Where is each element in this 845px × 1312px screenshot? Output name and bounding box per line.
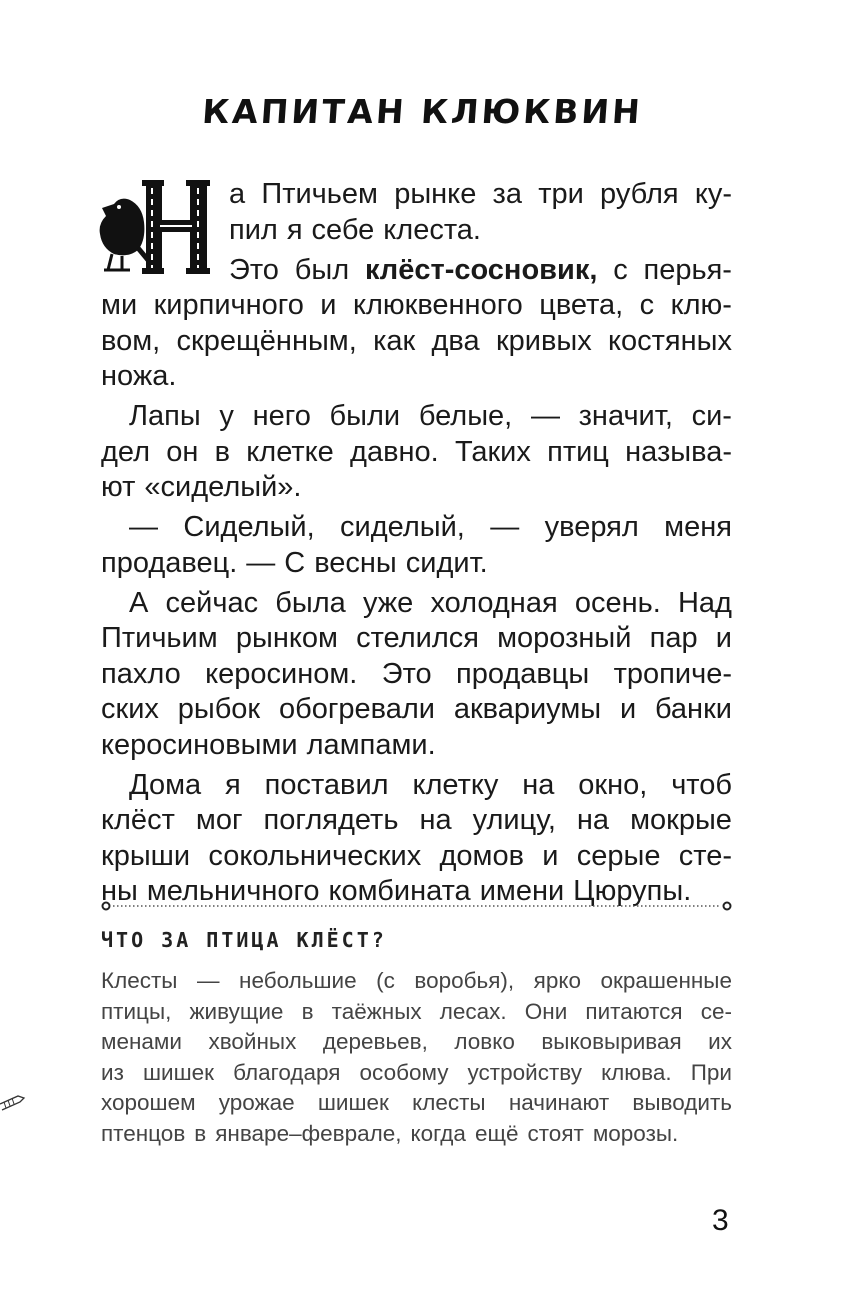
word: Птичьим bbox=[101, 622, 218, 654]
word: (с bbox=[376, 968, 395, 993]
info-box-text bbox=[101, 966, 732, 1149]
word: птиц bbox=[547, 435, 609, 468]
word: морозный bbox=[497, 622, 632, 654]
word: называ- bbox=[625, 435, 732, 468]
word: Они bbox=[524, 998, 568, 1024]
word: были bbox=[329, 400, 401, 432]
word: клетке bbox=[246, 435, 334, 468]
word: особому bbox=[359, 1059, 449, 1085]
word: была bbox=[275, 586, 346, 619]
text-line bbox=[101, 546, 732, 582]
word: себе bbox=[311, 213, 375, 246]
word: сидит. bbox=[405, 546, 488, 579]
text-line bbox=[101, 768, 732, 804]
word: клесты bbox=[412, 1090, 486, 1115]
word: скрещённым, bbox=[176, 324, 357, 357]
text-line bbox=[101, 435, 732, 471]
word: мог bbox=[195, 804, 243, 836]
word: сейчас bbox=[165, 586, 259, 619]
word: в bbox=[194, 1120, 207, 1146]
word: и bbox=[619, 693, 637, 725]
word: давно. bbox=[350, 435, 439, 468]
word: пар bbox=[649, 622, 698, 654]
text-line bbox=[101, 966, 732, 997]
word: клюва. bbox=[601, 1059, 672, 1085]
word: питаются bbox=[585, 998, 683, 1024]
paragraph bbox=[101, 177, 732, 248]
word: ещё bbox=[474, 1120, 519, 1146]
word: Это bbox=[381, 657, 432, 690]
word: а bbox=[229, 178, 246, 210]
word: клю- bbox=[670, 289, 732, 321]
word: с bbox=[613, 253, 628, 286]
word: рыбок bbox=[177, 693, 261, 725]
word: как bbox=[373, 324, 416, 357]
word: вом, bbox=[101, 324, 161, 357]
word: на bbox=[576, 804, 610, 836]
word: обогревали bbox=[278, 693, 435, 725]
word: сокольнических bbox=[208, 839, 422, 872]
word: окрашенные bbox=[600, 968, 732, 993]
word: С bbox=[284, 546, 306, 579]
word: с bbox=[639, 289, 655, 321]
word: лампами. bbox=[306, 728, 436, 761]
word: продавец. bbox=[101, 546, 238, 579]
text-line bbox=[101, 1058, 732, 1089]
word: Сиделый, bbox=[183, 511, 315, 543]
pencil-scribble-icon bbox=[0, 1088, 30, 1118]
word: клюквенного bbox=[352, 289, 523, 321]
word: у bbox=[219, 400, 234, 432]
word: уже bbox=[362, 586, 414, 619]
word: При bbox=[690, 1059, 732, 1085]
text-line bbox=[101, 399, 732, 435]
word: тропиче- bbox=[613, 657, 732, 690]
word: птицы, bbox=[101, 998, 172, 1024]
word: небольшие bbox=[239, 968, 357, 993]
paragraph bbox=[101, 768, 732, 910]
word: пил bbox=[229, 213, 278, 246]
word: за bbox=[492, 178, 522, 210]
word: имени bbox=[479, 875, 565, 907]
paragraph bbox=[101, 586, 732, 764]
text-line bbox=[101, 470, 732, 506]
word: морозы. bbox=[592, 1120, 679, 1146]
text-line bbox=[101, 288, 732, 324]
word: деревьев, bbox=[322, 1029, 428, 1054]
text-line bbox=[101, 839, 732, 875]
paragraph bbox=[101, 510, 732, 581]
word: А bbox=[129, 586, 149, 619]
text-line bbox=[101, 692, 732, 728]
word: таёжных bbox=[331, 998, 422, 1024]
word: выковыривая bbox=[541, 1029, 682, 1054]
word: рынке bbox=[394, 178, 477, 210]
word: урожае bbox=[218, 1090, 295, 1115]
word: поставил bbox=[264, 768, 389, 801]
word: цвета, bbox=[539, 289, 624, 321]
paragraph bbox=[101, 399, 732, 506]
word: ловко bbox=[454, 1029, 515, 1054]
word: Клесты bbox=[101, 968, 178, 993]
word: менами bbox=[101, 1029, 182, 1054]
word: благодаря bbox=[233, 1059, 341, 1085]
word: банки bbox=[654, 693, 732, 725]
word: когда bbox=[410, 1120, 466, 1146]
word: январе–феврале, bbox=[215, 1120, 402, 1146]
word: поглядеть bbox=[263, 804, 399, 836]
section-divider bbox=[101, 901, 732, 911]
text-line bbox=[101, 510, 732, 546]
word: продавцы bbox=[456, 657, 590, 690]
word: я bbox=[225, 768, 241, 801]
word: домов bbox=[439, 839, 525, 872]
word: два bbox=[431, 324, 480, 357]
word: — bbox=[197, 968, 220, 993]
word: он bbox=[166, 435, 199, 468]
text-line bbox=[101, 997, 732, 1028]
word: ку- bbox=[694, 178, 732, 210]
word: рубля bbox=[600, 178, 679, 210]
word: сте- bbox=[678, 839, 732, 872]
word: сиделый, bbox=[340, 511, 465, 543]
word: рынком bbox=[235, 622, 338, 654]
word: птенцов bbox=[101, 1120, 186, 1146]
word: стоят bbox=[527, 1120, 584, 1146]
word: хвойных bbox=[208, 1029, 297, 1054]
word: ны bbox=[101, 875, 138, 907]
word: перья- bbox=[643, 253, 732, 286]
text-line bbox=[101, 621, 732, 657]
word: воробья), bbox=[414, 968, 515, 993]
word: Цюрупы. bbox=[573, 875, 692, 907]
text-line bbox=[101, 586, 732, 622]
word: чтоб bbox=[671, 768, 732, 801]
word: и bbox=[542, 839, 559, 872]
text-line bbox=[101, 359, 732, 395]
main-text bbox=[101, 177, 732, 910]
word: си- bbox=[691, 400, 732, 432]
word: белые, bbox=[418, 400, 513, 432]
word: серые bbox=[576, 839, 661, 872]
word: холодная bbox=[430, 586, 558, 619]
word: в bbox=[301, 998, 314, 1024]
word: — bbox=[129, 511, 158, 543]
word: живущие bbox=[189, 998, 284, 1024]
word: клетку bbox=[412, 768, 499, 801]
text-line bbox=[101, 728, 732, 764]
word: в bbox=[214, 435, 231, 468]
word: пахло bbox=[101, 657, 181, 690]
word: — bbox=[246, 546, 276, 579]
text-line bbox=[101, 324, 732, 360]
word: лесах. bbox=[439, 998, 507, 1024]
word: значит, bbox=[578, 400, 673, 432]
word: и bbox=[715, 622, 732, 654]
word: весны bbox=[314, 546, 397, 579]
paragraph bbox=[101, 253, 732, 395]
text-line bbox=[101, 1119, 732, 1150]
word: дел bbox=[101, 435, 151, 468]
word: ми bbox=[101, 289, 138, 321]
text-line bbox=[101, 253, 732, 289]
word: осень. bbox=[574, 586, 661, 619]
word: Лапы bbox=[129, 400, 201, 432]
word: шишек bbox=[317, 1090, 389, 1115]
text-line bbox=[101, 1088, 732, 1119]
word: стелился bbox=[356, 622, 479, 654]
word: Над bbox=[677, 586, 732, 619]
word: ют bbox=[101, 471, 136, 503]
word: керосиновыми bbox=[101, 728, 298, 761]
word: кирпичного bbox=[153, 289, 304, 321]
text-line bbox=[101, 213, 732, 249]
text-line bbox=[101, 1027, 732, 1058]
word: кривых bbox=[495, 324, 592, 357]
word: хорошем bbox=[101, 1090, 196, 1115]
word: устройству bbox=[467, 1059, 582, 1085]
word: ножа. bbox=[101, 360, 177, 392]
word: се- bbox=[700, 998, 732, 1024]
word: на bbox=[522, 768, 555, 801]
word: Дома bbox=[129, 768, 202, 801]
text-line bbox=[101, 803, 732, 839]
word: — bbox=[530, 400, 560, 432]
word: крыши bbox=[101, 839, 191, 872]
word: шишек bbox=[142, 1059, 215, 1085]
word: Таких bbox=[454, 435, 531, 468]
text-line bbox=[101, 177, 732, 213]
word: окно, bbox=[578, 768, 648, 801]
page-number: 3 bbox=[712, 1204, 729, 1237]
text-line bbox=[101, 657, 732, 693]
word: комбината bbox=[328, 875, 471, 907]
chapter-title: КАПИТАН КЛЮКВИН bbox=[200, 92, 645, 131]
word: три bbox=[538, 178, 584, 210]
word: него bbox=[252, 400, 311, 432]
word: их bbox=[708, 1029, 732, 1054]
word: выводить bbox=[632, 1090, 732, 1115]
info-box-heading: ЧТО ЗА ПТИЦА КЛЁСТ? bbox=[101, 928, 387, 952]
word: клеста. bbox=[383, 213, 481, 246]
word: мельничного bbox=[146, 875, 320, 907]
word: меня bbox=[664, 511, 732, 543]
word: ярко bbox=[533, 968, 581, 993]
word: из bbox=[101, 1059, 124, 1085]
word: мокрые bbox=[630, 804, 732, 836]
word: на bbox=[419, 804, 452, 836]
word: ских bbox=[101, 693, 159, 725]
word: — bbox=[490, 511, 520, 543]
word: я bbox=[286, 213, 303, 246]
word: «сиделый». bbox=[144, 471, 302, 503]
word: клёст-сосновик, bbox=[364, 253, 598, 286]
word: улицу, bbox=[472, 804, 556, 836]
word: аквариумы bbox=[453, 693, 602, 725]
word: был bbox=[294, 253, 350, 286]
word: Птичьем bbox=[261, 178, 378, 210]
word: уверял bbox=[544, 511, 639, 543]
word: Это bbox=[229, 253, 279, 286]
word: керосином. bbox=[205, 657, 358, 690]
word: костяных bbox=[607, 324, 732, 357]
word: начинают bbox=[508, 1090, 610, 1115]
word: клёст bbox=[101, 804, 175, 836]
word: и bbox=[320, 289, 337, 321]
